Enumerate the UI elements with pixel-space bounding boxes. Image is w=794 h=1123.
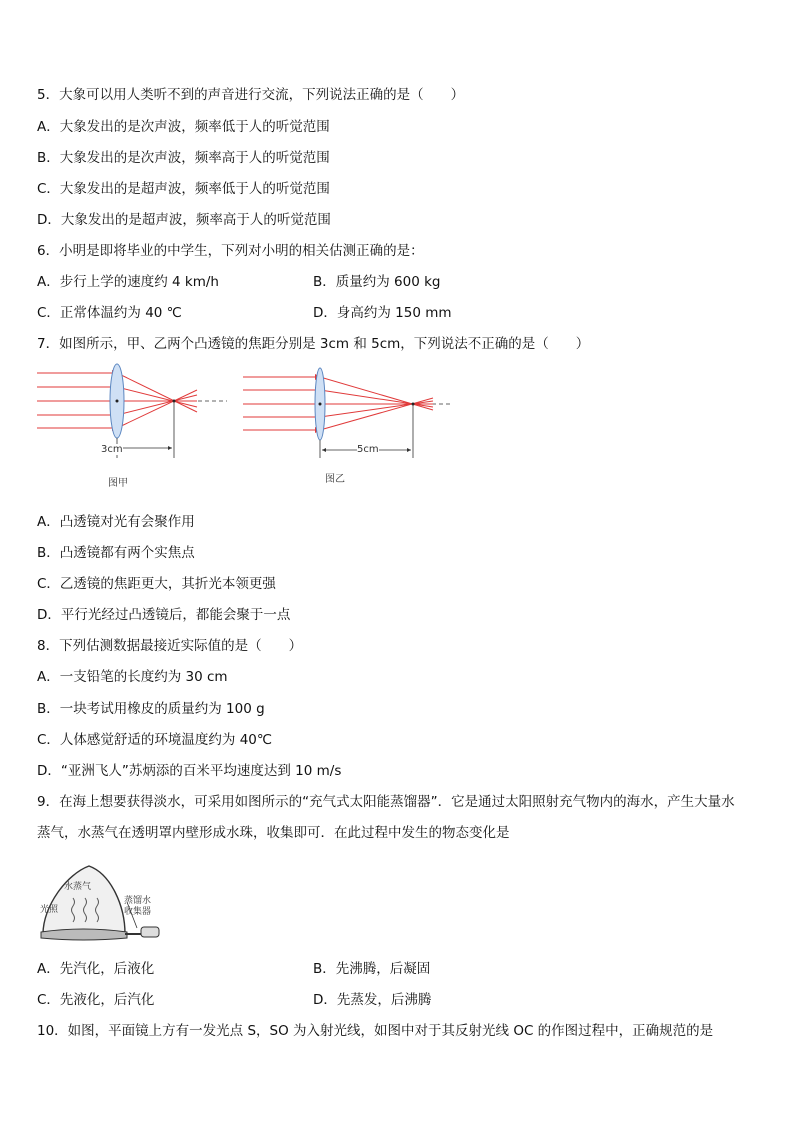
q5-option-d: D．大象发出的是超声波，频率高于人的听觉范围 <box>37 212 331 228</box>
label-collector-2: 收集器 <box>124 907 152 917</box>
q7-option-a: A．凸透镜对光有会聚作用 <box>37 514 195 530</box>
label-collector-1: 蒸馏水 <box>124 896 152 906</box>
q8-option-b: B．一块考试用橡皮的质量约为 100 g <box>37 701 265 717</box>
label-vapor: 水蒸气 <box>64 882 92 892</box>
jia-distance-label: 3cm <box>101 444 123 455</box>
q8-option-d: D．“亚洲飞人”苏炳添的百米平均速度达到 10 m/s <box>37 763 342 779</box>
q9-option-c: C．先液化，后汽化 <box>37 992 155 1008</box>
q5-stem: 5．大象可以用人类听不到的声音进行交流，下列说法正确的是（ ） <box>37 87 465 103</box>
lens-diagram-yi <box>243 360 458 460</box>
q7-option-d: D．平行光经过凸透镜后，都能会聚于一点 <box>37 607 291 623</box>
label-sun: 光照 <box>40 905 59 915</box>
yi-distance-label: 5cm <box>357 444 379 455</box>
q9-stem-line-2: 蒸气，水蒸气在透明罩内壁形成水珠，收集即可．在此过程中发生的物态变化是 <box>37 825 510 841</box>
lens-diagram-jia <box>37 360 227 460</box>
q7-option-b: B．凸透镜都有两个实焦点 <box>37 545 195 561</box>
lens-figure-yi <box>243 360 458 460</box>
q6-option-c: C．正常体温约为 40 ℃ <box>37 305 182 321</box>
q9-option-b: B．先沸腾，后凝固 <box>313 961 431 977</box>
q10-stem: 10．如图，平面镜上方有一发光点 S，SO 为入射光线，如图中对于其反射光线 OC 的作图过程中，正确规范的是 <box>37 1023 714 1039</box>
yi-caption: 图乙 <box>325 474 345 485</box>
q8-option-a: A．一支铅笔的长度约为 30 cm <box>37 669 228 685</box>
q5-option-c: C．大象发出的是超声波，频率低于人的听觉范围 <box>37 181 330 197</box>
q8-option-c: C．人体感觉舒适的环境温度约为 40℃ <box>37 732 273 748</box>
q7-option-c: C．乙透镜的焦距更大，其折光本领更强 <box>37 576 276 592</box>
q6-option-a: A．步行上学的速度约 4 km/h <box>37 274 219 290</box>
q9-option-a: A．先汽化，后液化 <box>37 961 155 977</box>
q9-stem-line-1: 9．在海上想要获得淡水，可采用如图所示的“充气式太阳能蒸馏器”．它是通过太阳照射充气物内的海水，产生大量水 <box>37 794 735 810</box>
q6-option-b: B．质量约为 600 kg <box>313 274 441 290</box>
q6-stem: 6．小明是即将毕业的中学生，下列对小明的相关估测正确的是： <box>37 243 424 259</box>
q8-stem: 8．下列估测数据最接近实际值的是（ ） <box>37 638 303 654</box>
q9-option-d: D．先蒸发，后沸腾 <box>313 992 432 1008</box>
q5-option-a: A．大象发出的是次声波，频率低于人的听觉范围 <box>37 119 330 135</box>
lens-figure-jia <box>37 360 227 460</box>
jia-caption: 图甲 <box>108 478 128 489</box>
q7-stem: 7．如图所示，甲、乙两个凸透镜的焦距分别是 3cm 和 5cm，下列说法不正确的是（ ） <box>37 336 590 352</box>
q5-option-b: B．大象发出的是次声波，频率高于人的听觉范围 <box>37 150 330 166</box>
q6-option-d: D．身高约为 150 mm <box>313 305 452 321</box>
